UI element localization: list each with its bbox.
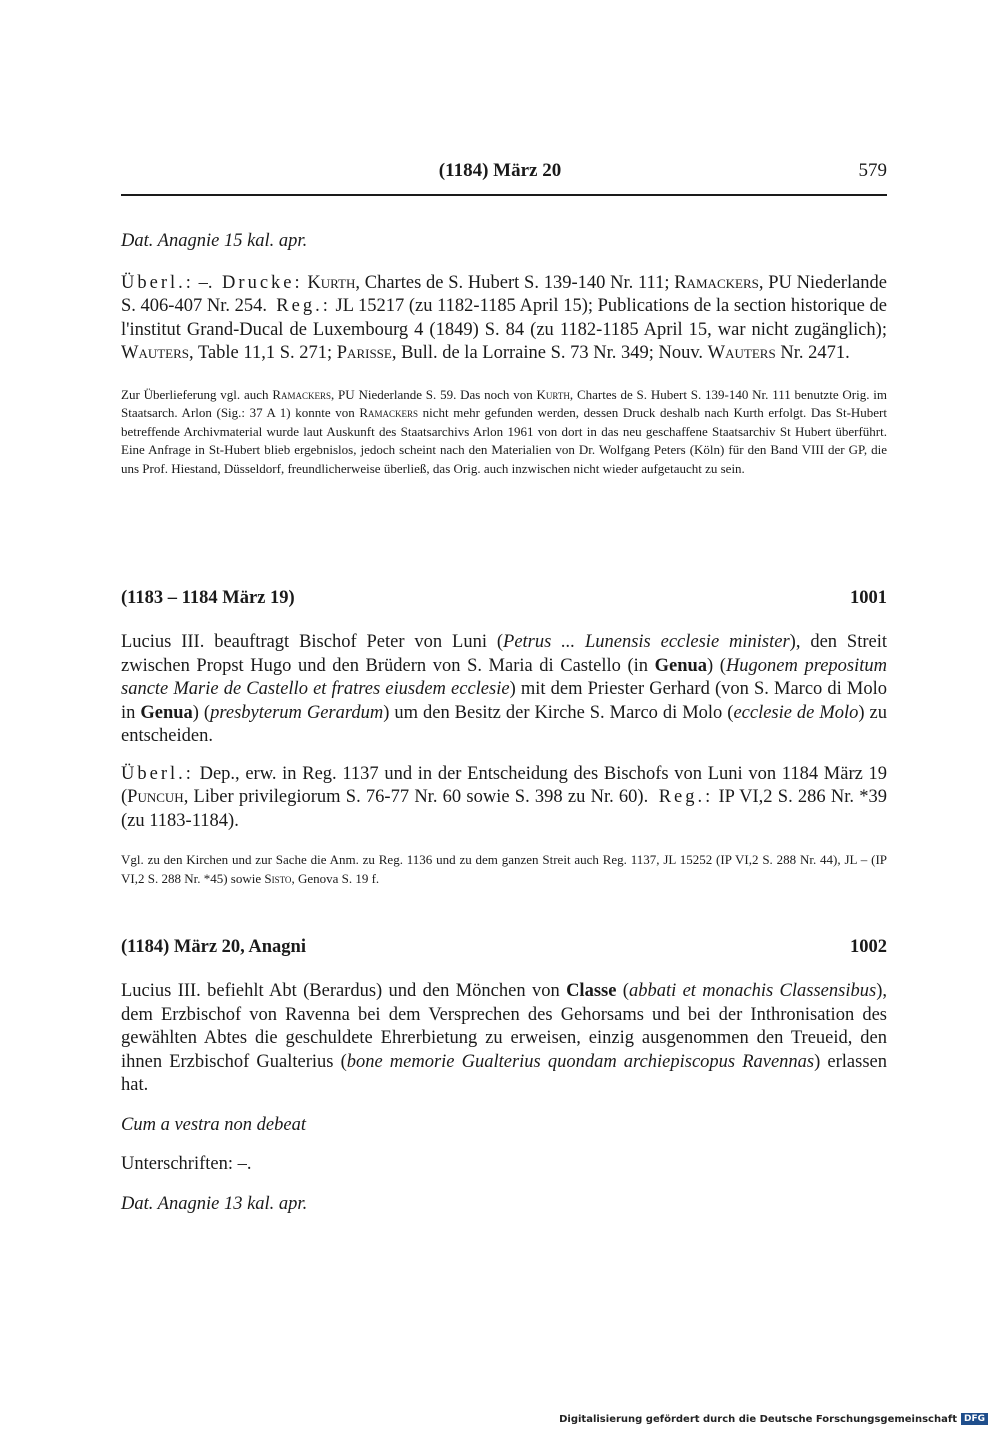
entry-heading [121, 937, 887, 958]
dating-line: Dat. Anagnie 13 kal. apr. [121, 1193, 308, 1214]
author-kurth: Kurth [307, 272, 356, 293]
latin-quote: abbati et monachis Classensibus [628, 981, 877, 1001]
reg-text: , Table 11,1 S. 271; [189, 343, 337, 363]
regest-text: ) um den Besitz der Kirche S. Marco di Molo ( [383, 702, 734, 723]
author-sisto: Sisto [264, 870, 292, 886]
entry-number: 1002 [850, 937, 887, 957]
note-text: Vgl. zu den Kirchen und zur Sache die Anm. zu Reg. 1136 und zu dem ganzen Streit auch Reg. 1137, JL 15252 (IP VI,2 S. 288 Nr. 44), JL – (IP VI,2 S. 288 Nr. *45) sowie [121, 852, 887, 886]
ueberl-text: , Liber privilegiorum S. 76-77 Nr. 60 sowie S. 398 zu Nr. 60). [183, 787, 649, 807]
regest-text: ) zu entscheiden. [121, 702, 888, 746]
author-ramackers: Ramackers [272, 386, 331, 402]
drucke-text: , Chartes de S. Hubert S. 139-140 Nr. 111; [355, 272, 675, 293]
place-name: Genua [654, 655, 708, 676]
latin-quote: ecclesie de Molo [733, 702, 859, 723]
entry-number: 1001 [850, 588, 887, 608]
transmission-paragraph [121, 272, 887, 366]
regest-text: ( [616, 981, 629, 1001]
regest-paragraph [121, 631, 887, 749]
drucke-text: , PU Niederlande S. 406-407 Nr. 254. [121, 272, 888, 316]
latin-quote: bone memorie Gualterius quondam archiepiscopus Ravennas [346, 1051, 815, 1072]
entry-date: (1183 – 1184 März 19) [121, 588, 295, 608]
transmission-paragraph [121, 763, 887, 834]
reg-text: Nr. 2471. [775, 343, 850, 363]
incipit: Cum a vestra non debeat [121, 1114, 306, 1135]
dfg-logo: DFG [961, 1413, 988, 1425]
ueberl-value: –. [198, 272, 213, 293]
entry-heading [121, 588, 887, 609]
ueberl-label: Überl.: [121, 763, 194, 784]
reg-label: Reg.: [658, 787, 714, 807]
author-ramackers: Ramackers [359, 405, 419, 420]
dating-line: Dat. Anagnie 15 kal. apr. [121, 231, 308, 251]
note-text: , Genova S. 19 f. [291, 870, 380, 886]
note-text: nicht mehr gefunden werden, dessen Druck deshalb nach Kurth erfolgt. Das St-Hubert betreffende Archivmaterial wurde laut Auskunft des Staatsarchivs Arlon 1961 von dort in das neu geschaffene Staatsarchiv St Hubert überführt. Eine Anfrage in St-Hubert blieb ergebnislos, jedoch scheint nach den Materialien von Dr. Wolfgang Peters (Köln) für den Band VIII der GP, die uns Prof. Hiestand, Düsseldorf, freundlicherweise überließ, das Orig. auch inzwischen nicht wieder aufgetaucht zu sein. [121, 405, 888, 476]
drucke-label: Drucke: [222, 272, 303, 293]
entry-1002 [121, 937, 887, 1216]
regest-text: ) ( [192, 702, 211, 723]
running-title: (1184) März 20 [438, 160, 562, 181]
note-text: Zur Überlieferung vgl. auch [121, 386, 273, 402]
signatures: Unterschriften: –. [121, 1154, 252, 1174]
ueberl-text: Dep., erw. in Reg. 1137 und in der Entscheidung des Bischofs von Luni von 1184 März 19 ( [121, 763, 887, 807]
regest-text: ) mit dem Priester Gerhard (von S. Marco di Molo in [121, 679, 887, 723]
latin-quote: Petrus ... Lunensis ecclesie minister [503, 632, 790, 652]
prev-entry [121, 230, 887, 478]
author-puncuh: Puncuh [127, 787, 184, 807]
author-wauters: Wauters [121, 343, 190, 363]
ueberl-label: Überl.: [121, 272, 194, 293]
footer-credit [559, 1413, 988, 1425]
regest-text: Lucius III. befiehlt Abt (Berardus) und den Mönchen von [121, 981, 567, 1001]
author-parisse: Parisse [336, 343, 392, 363]
footer-text: Digitalisierung gefördert durch die Deutsche Forschungsgemeinschaft [559, 1413, 957, 1425]
regest-paragraph [121, 980, 887, 1098]
place-name: Classe [566, 981, 617, 1001]
author-kurth: Kurth [536, 386, 570, 402]
commentary-note [121, 386, 887, 479]
entry-1001 [121, 588, 887, 888]
latin-quote: presbyterum Gerardum [210, 702, 384, 723]
latin-quote: Hugonem prepositum sancte Marie de Castello et fratres eiusdem ecclesie [121, 655, 888, 699]
entry-date: (1184) März 20, Anagni [121, 937, 306, 957]
note-text: , Chartes de S. Hubert S. 139-140 Nr. 111 benutzte Orig. im Staatsarch. Arlon (Sig.: 37 A 1) konnte von [121, 386, 887, 420]
reg-label: Reg.: [276, 296, 331, 316]
commentary-note [121, 851, 887, 888]
reg-text: JL 15217 (zu 1182-1185 April 15); Publications de la section historique de l'institut Grand-Ducal de Luxembourg 4 (1849) S. 84 (zu 1182-1185 April 15, war nicht zugänglich); [121, 296, 887, 340]
reg-text: IP VI,2 S. 286 Nr. *39 (zu 1183-1184). [121, 787, 887, 831]
header-rule [121, 194, 887, 196]
note-text: , PU Niederlande S. 59. Das noch von [331, 386, 537, 402]
reg-text: , Bull. de la Lorraine S. 73 Nr. 349; Nouv. [391, 343, 708, 363]
regest-text: ), den Streit zwischen Propst Hugo und den Brüdern von S. Maria di Castello (in [121, 632, 888, 676]
author-ramackers: Ramackers [674, 272, 759, 293]
place-name: Genua [140, 702, 193, 723]
author-wauters: Wauters [707, 343, 776, 363]
regest-text: ), dem Erzbischof von Ravenna bei dem Versprechen des Gehorsams und bei der Inthronisation des gewählten Abtes die geschuldete Ehrerbietung zu erweisen, einzig ausgenommen den Treueid, den ihnen Erzbischof Gualterius ( [121, 981, 887, 1072]
regest-text: ) ( [707, 655, 726, 676]
page-number: 579 [858, 160, 887, 181]
regest-text: Lucius III. beauftragt Bischof Peter von Luni ( [121, 632, 504, 652]
regest-text: ) erlassen hat. [121, 1051, 887, 1095]
